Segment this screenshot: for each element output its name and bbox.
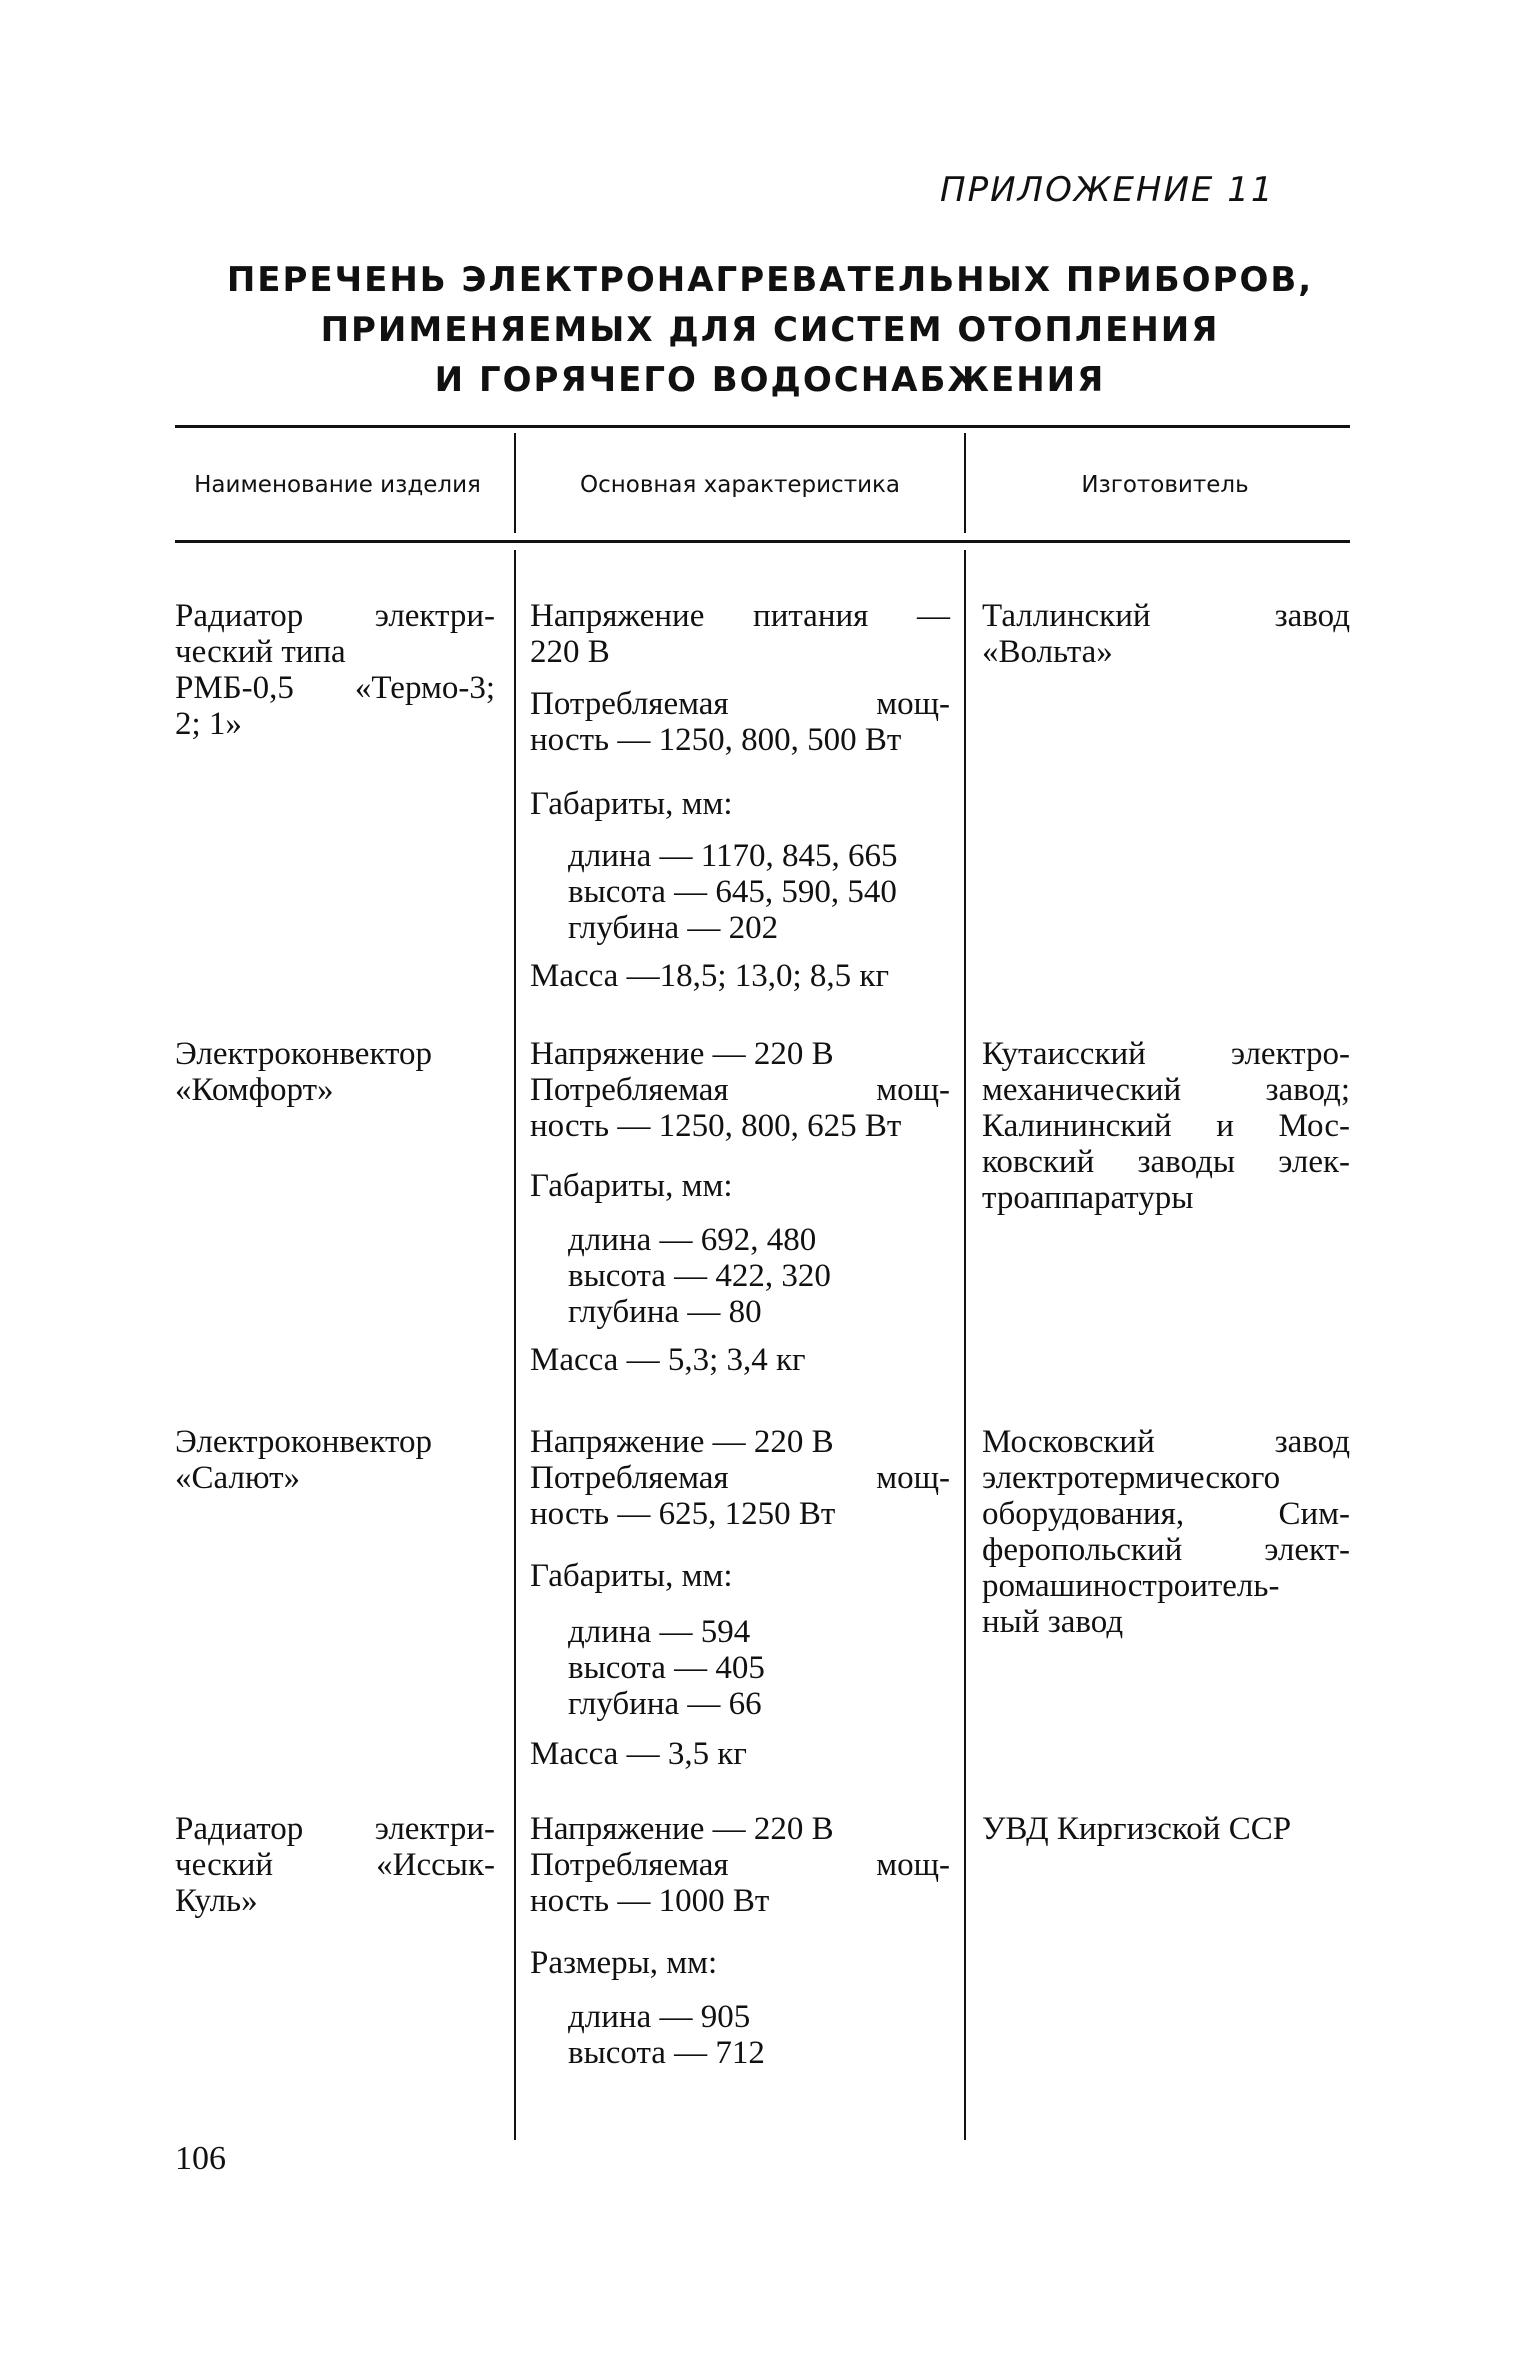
mass-line: Масса — 3,5 кг: [530, 1736, 747, 1772]
dim-line: высота — 645, 590, 540: [568, 874, 897, 910]
text-line: Куль»: [175, 1883, 258, 1919]
header-name: Наименование изделия: [194, 472, 481, 498]
dims-label: Размеры, мм:: [530, 1945, 718, 1981]
text-line: ческий «Иссык-: [175, 1847, 495, 1883]
text-line: Московский завод: [982, 1424, 1350, 1460]
text-line: «Комфорт»: [175, 1072, 334, 1108]
dim-line: длина — 692, 480: [568, 1222, 817, 1258]
dim-line: длина — 594: [568, 1614, 751, 1650]
text-line: ковский заводы элек-: [982, 1144, 1350, 1180]
dim-line: высота — 422, 320: [568, 1258, 831, 1294]
column-divider: [514, 550, 516, 2140]
header-maker: Изготовитель: [1081, 472, 1249, 498]
text-line: УВД Киргизской ССР: [982, 1811, 1292, 1847]
text-line: 220 В: [530, 634, 610, 670]
dims-label: Габариты, мм:: [530, 1558, 733, 1594]
row-3-maker: [982, 1424, 1350, 1640]
title-line: ПЕРЕЧЕНЬ ЭЛЕКТРОНАГРЕВАТЕЛЬНЫХ ПРИБОРОВ,: [226, 260, 1314, 300]
text-line: феропольский элект-: [982, 1532, 1350, 1568]
text-line: Потребляемая мощ-: [530, 1072, 950, 1108]
mass-line: Масса — 5,3; 3,4 кг: [530, 1342, 806, 1378]
row-4-characteristic: [530, 1811, 950, 2071]
text-line: ность — 625, 1250 Вт: [530, 1496, 836, 1532]
page-number: 106: [175, 2140, 226, 2177]
dim-line: длина — 905: [568, 1999, 751, 2035]
text-line: ность — 1250, 800, 500 Вт: [530, 722, 902, 758]
row-4-maker: [982, 1811, 1350, 1847]
dim-line: высота — 712: [568, 2035, 765, 2071]
dim-line: длина — 1170, 845, 665: [568, 838, 898, 874]
text-line: 2; 1»: [175, 706, 242, 742]
row-2-maker: [982, 1036, 1350, 1216]
column-divider: [514, 433, 516, 533]
header-characteristic: Основная характеристика: [579, 472, 901, 498]
dim-line: высота — 405: [568, 1650, 765, 1686]
table-header-rule: [175, 540, 1350, 543]
text-line: Кутаисский электро-: [982, 1036, 1350, 1072]
text-line: ность — 1250, 800, 625 Вт: [530, 1108, 902, 1144]
text-line: Напряжение питания —: [530, 598, 950, 634]
dim-line: глубина — 66: [568, 1686, 762, 1722]
row-2-characteristic: [530, 1036, 950, 1378]
dims-label: Габариты, мм:: [530, 1168, 733, 1204]
text-line: ческий типа: [175, 634, 346, 670]
text-line: Потребляемая мощ-: [530, 686, 950, 722]
mass-line: Масса —18,5; 13,0; 8,5 кг: [530, 958, 889, 994]
text-line: оборудования, Сим-: [982, 1496, 1350, 1532]
text-line: Потребляемая мощ-: [530, 1460, 950, 1496]
row-1-maker: [982, 598, 1350, 670]
text-line: Калининский и Мос-: [982, 1108, 1350, 1144]
dims-label: Габариты, мм:: [530, 786, 733, 822]
text-line: Напряжение — 220 В: [530, 1036, 834, 1072]
text-line: Радиатор электри-: [175, 598, 495, 634]
column-divider: [964, 433, 966, 533]
row-4-name: [175, 1811, 495, 1919]
row-2-name: [175, 1036, 495, 1108]
title-line: И ГОРЯЧЕГО ВОДОСНАБЖЕНИЯ: [434, 360, 1106, 400]
text-line: Напряжение — 220 В: [530, 1424, 834, 1460]
column-divider: [964, 550, 966, 2140]
text-line: Таллинский завод: [982, 598, 1350, 634]
row-3-name: [175, 1424, 495, 1496]
text-line: Напряжение — 220 В: [530, 1811, 834, 1847]
row-3-characteristic: [530, 1424, 950, 1772]
text-line: ность — 1000 Вт: [530, 1883, 770, 1919]
document-title: [175, 255, 1365, 405]
appendix-label: ПРИЛОЖЕНИЕ 11: [940, 170, 1275, 210]
text-line: «Салют»: [175, 1460, 301, 1496]
title-line: ПРИМЕНЯЕМЫХ ДЛЯ СИСТЕМ ОТОПЛЕНИЯ: [320, 310, 1220, 350]
text-line: РМБ-0,5 «Термо-3;: [175, 670, 495, 706]
text-line: «Вольта»: [982, 634, 1113, 670]
table-top-rule: [175, 425, 1350, 428]
text-line: Электроконвектор: [175, 1036, 433, 1072]
row-1-characteristic: [530, 598, 950, 994]
text-line: механический завод;: [982, 1072, 1350, 1108]
text-line: Электроконвектор: [175, 1424, 433, 1460]
dim-line: глубина — 202: [568, 910, 779, 946]
text-line: Радиатор электри-: [175, 1811, 495, 1847]
text-line: ромашиностроитель-: [982, 1568, 1280, 1604]
text-line: электротермического: [982, 1460, 1281, 1496]
text-line: троаппаратуры: [982, 1180, 1194, 1216]
text-line: Потребляемая мощ-: [530, 1847, 950, 1883]
dim-line: глубина — 80: [568, 1294, 762, 1330]
row-1-name: [175, 598, 495, 742]
text-line: ный завод: [982, 1604, 1124, 1640]
